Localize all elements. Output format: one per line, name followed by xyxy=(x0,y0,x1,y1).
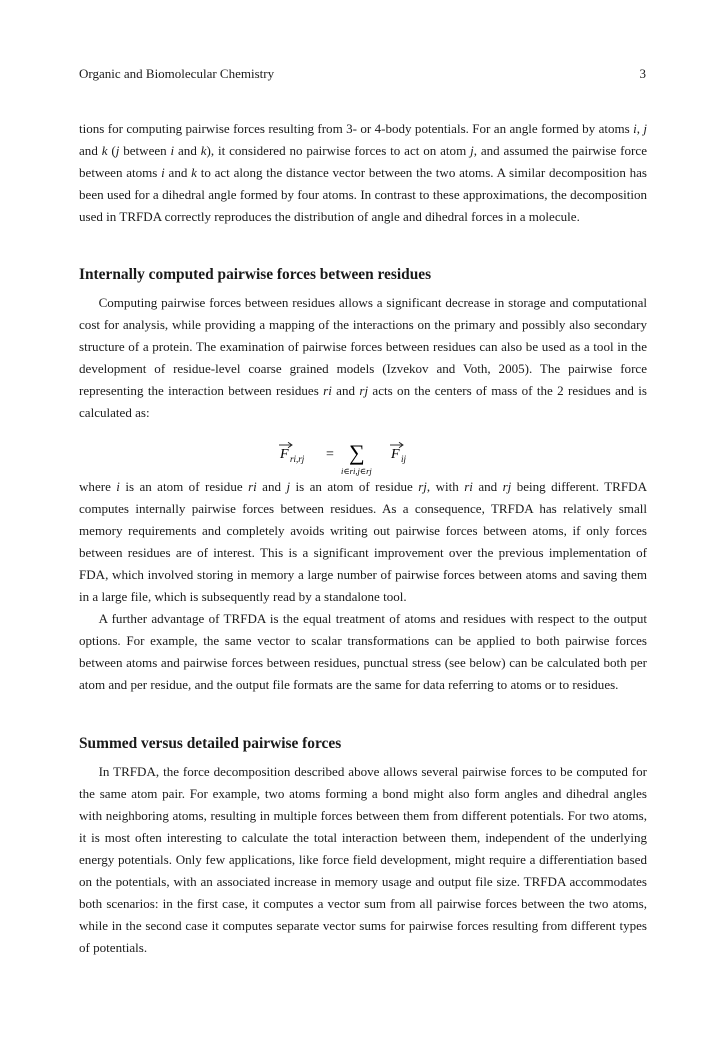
paragraph-summed-detailed: In TRFDA, the force decomposition described above allows several pairwise forces to be computed for the same atom pair. For example, two atoms forming a bond might also form angles and dihedral angles with neighboring atoms, resulting in multiple forces between them from different potentials. For two atoms, it is most often interesting to calculate the total interaction between them, independent of the underlying energy potentials. Only few applications, like force field development, might require a differentiation based on the potentials, with an associated increase in memory usage and output file size. TRFDA accommodates both scenarios: in the first case, it computes a vector sum from all pairwise forces between the two atoms, while in the second case it computes separate vector sums for pairwise forces resulting from different types of potentials. xyxy=(79,764,647,955)
eq-lhs-subscript: ri,rj xyxy=(290,454,305,464)
equation-residue-force xyxy=(79,424,647,476)
paragraph-continued: tions for computing pairwise forces resulting from 3- or 4-body potentials. For an angle formed by atoms i, j and k (j between i and k), it considered no pairwise forces to act on atom j, and assumed the pairwise force between atoms i and k to act along the distance vector between the two atoms. A similar decomposition has been used for a dihedral angle formed by four atoms. In contrast to these approximations, the decomposition used in TRFDA correctly reproduces the distribution of angle and dihedral forces in a molecule. xyxy=(79,121,647,224)
page-header xyxy=(79,66,646,84)
italic-variable: rj xyxy=(418,479,427,494)
paragraph-equal-treatment: A further advantage of TRFDA is the equal treatment of atoms and residues with respect to the output options. For example, the same vector to scalar transformations can be applied to both pairwise forces between atoms and pairwise forces between residues, punctual stress (see below) can be calculated both per atom and per residue, and the output file formats are the same for data referring to atoms or to residues. xyxy=(79,611,647,692)
italic-variable: j xyxy=(643,121,647,136)
italic-variable: i xyxy=(116,479,120,494)
eq-rhs-symbol: F xyxy=(391,447,400,462)
eq-summation-sign: ∑ xyxy=(349,440,365,465)
italic-variable: rj xyxy=(502,479,512,494)
journal-name: Organic and Biomolecular Chemistry xyxy=(79,66,275,81)
italic-variable: i xyxy=(161,165,165,180)
eq-rhs-subscript: ij xyxy=(401,454,407,464)
italic-variable: k xyxy=(101,143,108,158)
section-heading-summed-detailed: Summed versus detailed pairwise forces xyxy=(79,735,342,752)
eq-equals-sign: = xyxy=(326,447,334,462)
page-number: 3 xyxy=(639,66,646,81)
eq-lhs-symbol: F xyxy=(280,447,289,462)
italic-variable: rj xyxy=(359,383,369,398)
article-body xyxy=(79,118,647,959)
italic-variable: j xyxy=(115,143,120,158)
italic-variable: k xyxy=(191,165,197,180)
paragraph-residue-definition: where i is an atom of residue ri and j is an atom of residue rj, with ri and rj being different. TRFDA computes internally pairwise forces between residues. As a consequence, TRFDA has relatively small memory requirements and completely avoids writing out pairwise forces between atoms, if only forces between residues are of interest. This is a significant improvement over the previous implementation of FDA, which involved storing in memory a large number of pairwise forces between atoms and saving them in a large file, which is subsequently read by a standalone tool. xyxy=(79,479,647,604)
italic-variable: ri xyxy=(464,479,473,494)
eq-summation-subscript: i∈ri,j∈rj xyxy=(341,466,372,476)
italic-variable: i xyxy=(170,143,175,158)
paragraph-residue-forces-intro: Computing pairwise forces between residues allows a significant decrease in storage and computational cost for analysis, while providing a mapping of the interactions on the primary and possibly also secondary structure of a protein. The examination of pairwise forces between residues can also be used as a tool in the development of residue-level coarse grained models (Izvekov and Voth, 2005). The pairwise force representing the interaction between residues ri and rj acts on the centers of mass of the 2 residues and is calculated as: xyxy=(79,295,647,420)
italic-variable: k xyxy=(200,143,207,158)
italic-variable: j xyxy=(470,143,474,158)
italic-variable: ri xyxy=(248,479,257,494)
section-heading-residue-forces: Internally computed pairwise forces between residues xyxy=(79,266,432,283)
italic-variable: j xyxy=(286,479,291,494)
italic-variable: ri xyxy=(323,383,332,398)
italic-variable: i xyxy=(633,121,637,136)
